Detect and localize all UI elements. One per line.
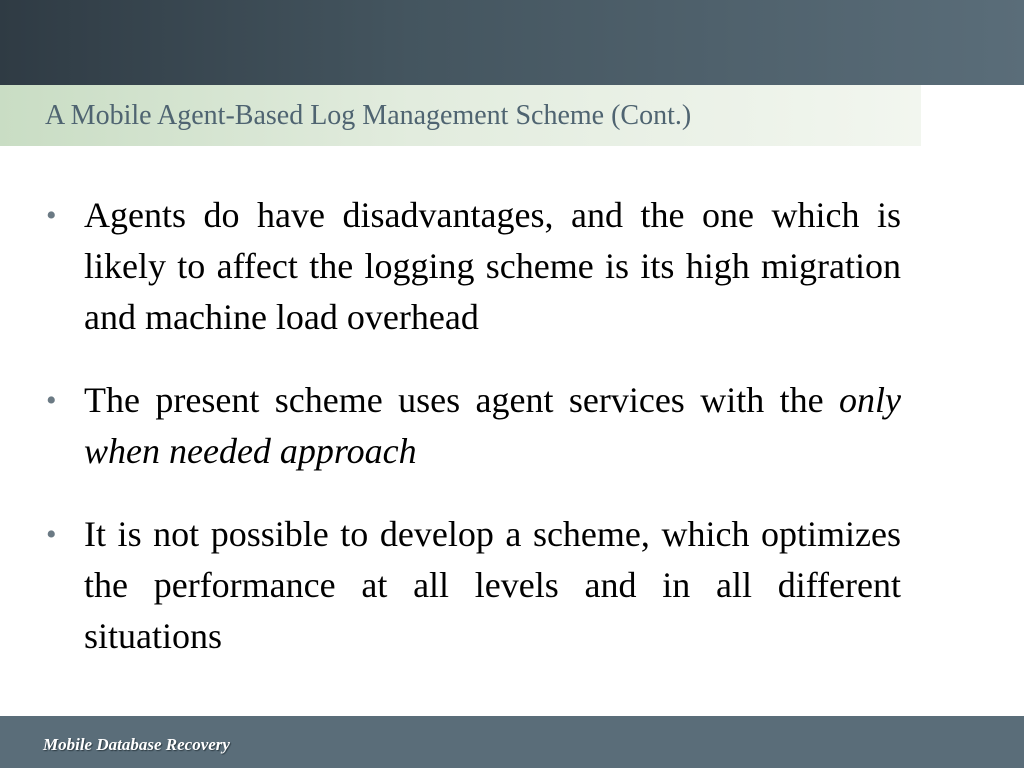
header-band [0,0,1024,85]
bullet-item [84,190,901,343]
bullet-item [84,509,901,662]
bullet-text: The present scheme uses agent services with the [84,380,840,420]
bullet-item [84,375,901,477]
slide-title: A Mobile Agent-Based Log Management Scheme (Cont.) [45,100,692,131]
bullet-emphasis: only when needed approach [84,380,901,471]
bullet-text: Agents do have disadvantages, and the one which is likely to affect the logging scheme is its high migration and machine load overhead [84,195,901,337]
bullet-list [84,190,901,694]
bullet-text: It is not possible to develop a scheme, which optimizes the performance at all levels and in all different situations [84,514,901,656]
footer-text: Mobile Database Recovery [43,735,230,754]
